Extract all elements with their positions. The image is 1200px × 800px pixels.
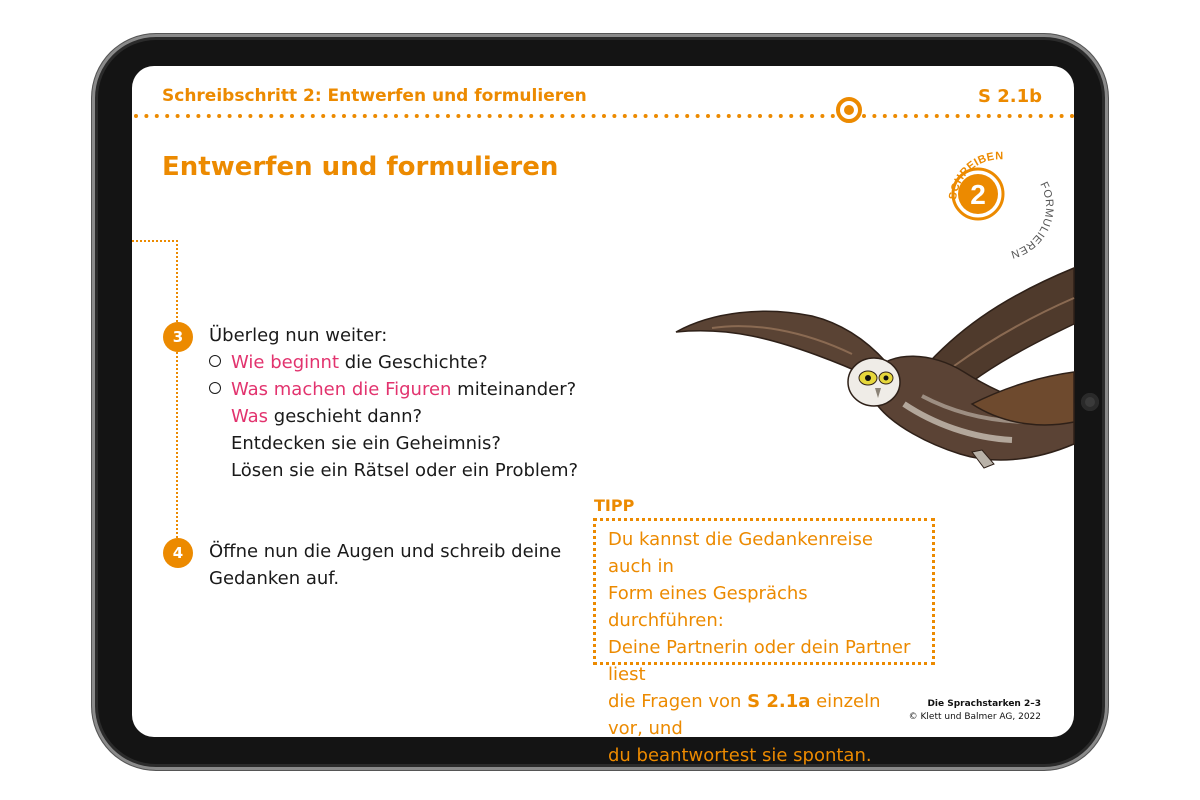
tipp-line-4-pre: die Fragen von xyxy=(608,691,748,712)
step-3-intro: Überleg nun weiter: xyxy=(209,325,388,346)
question-3 xyxy=(209,403,578,430)
step-3-content xyxy=(209,322,578,484)
question-1-highlight: Wie beginnt xyxy=(231,352,339,373)
camera-icon xyxy=(1081,393,1099,411)
tipp-reference-link[interactable]: S 2.1a xyxy=(747,691,811,712)
question-2-rest: miteinander? xyxy=(451,379,577,400)
owl-illustration xyxy=(672,254,1074,484)
section-label: Schreibschritt 2: Entwerfen und formulieren xyxy=(162,86,587,106)
tipp-line-1: Du kannst die Gedankenreise auch in xyxy=(608,529,874,577)
question-4: Entdecken sie ein Geheimnis? xyxy=(231,433,501,454)
tipp-line-3: Deine Partnerin oder dein Partner liest xyxy=(608,637,911,685)
step-4-text: Öffne nun die Augen und schreib deine Gedanken auf. xyxy=(209,541,562,589)
question-2-highlight: Was machen die Figuren xyxy=(231,379,452,400)
question-3-highlight: Was xyxy=(231,406,269,427)
bullet-icon xyxy=(209,355,221,367)
step-number-4: 4 xyxy=(163,538,193,568)
tipp-line-4 xyxy=(608,688,920,742)
svg-text:FORMULIEREN xyxy=(1009,180,1055,260)
question-2 xyxy=(209,376,578,403)
tipp-box xyxy=(593,518,935,766)
badge-arc-top: SCHREIBEN xyxy=(947,150,1004,201)
step-number-3: 3 xyxy=(163,322,193,352)
tipp-line-5: du beantwortest sie spontan. xyxy=(608,745,872,766)
footer-copyright: © Klett und Balmer AG, 2022 xyxy=(908,712,1041,722)
footer xyxy=(909,698,1041,724)
progress-marker-icon xyxy=(836,97,862,123)
page-title: Entwerfen und formulieren xyxy=(162,152,559,182)
tipp-line-4-post: einzeln vor, und xyxy=(608,691,881,739)
footer-book: Die Sprachstarken 2–3 xyxy=(927,699,1041,709)
bullet-icon xyxy=(209,382,221,394)
dotted-guide-line xyxy=(132,240,178,550)
tipp-line-2: Form eines Gesprächs durchführen: xyxy=(608,583,808,631)
question-3-rest: geschieht dann? xyxy=(268,406,423,427)
step-badge-icon xyxy=(940,144,1060,264)
tipp-label: TIPP xyxy=(594,496,635,515)
screen xyxy=(132,66,1074,766)
badge-arc-side: FORMULIEREN xyxy=(1009,180,1056,261)
question-1-rest: die Geschichte? xyxy=(339,352,488,373)
question-1 xyxy=(209,349,578,376)
page-code: S 2.1b xyxy=(977,86,1042,107)
progress-dotted-line xyxy=(132,112,1074,120)
badge-number: 2 xyxy=(970,179,986,210)
question-5: Lösen sie ein Rätsel oder ein Problem? xyxy=(231,460,579,481)
